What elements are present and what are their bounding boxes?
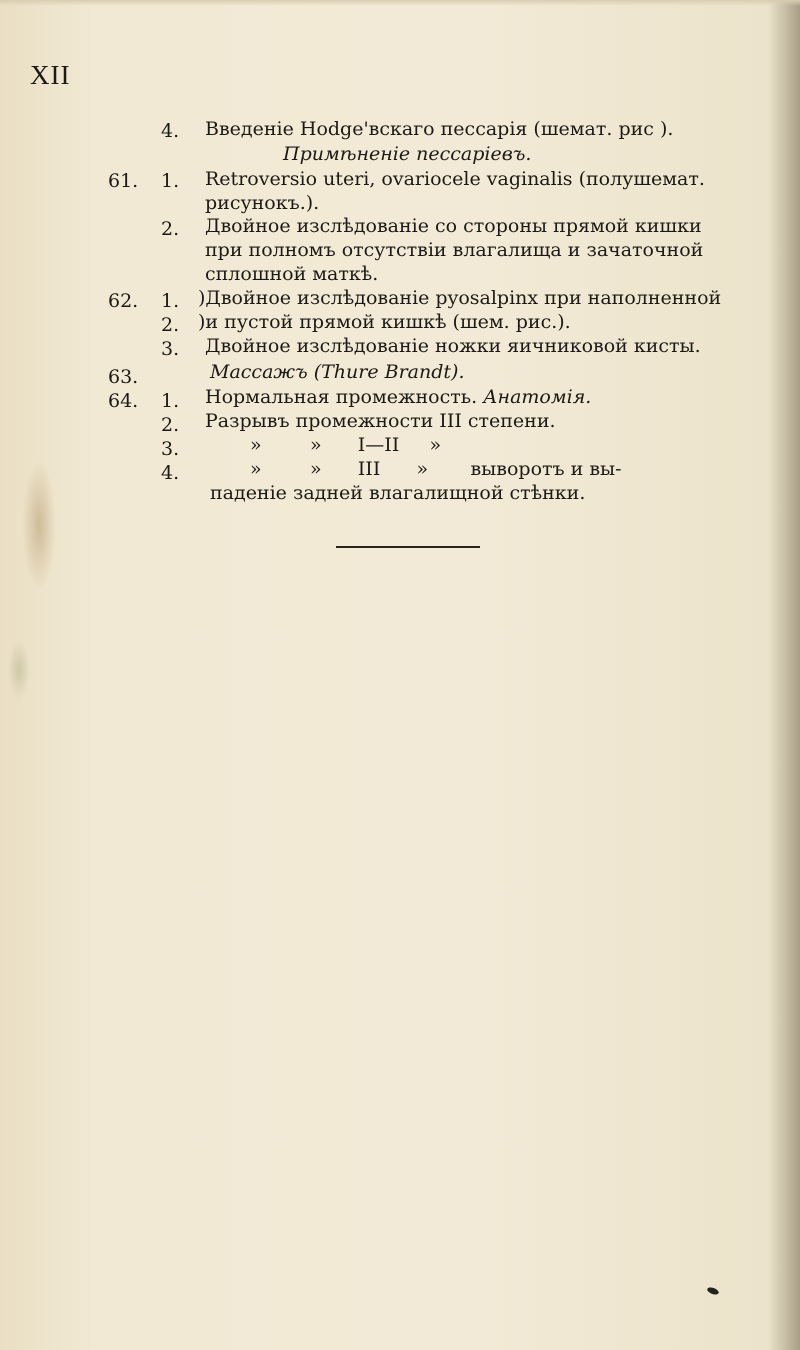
section-number: 64. <box>108 390 139 412</box>
section-number: 63. <box>108 366 139 388</box>
item-number: 1. <box>161 170 180 192</box>
item-number: 2. <box>161 414 180 436</box>
entry-line: сплошной маткѣ. <box>205 263 379 285</box>
section-number: 61. <box>108 170 139 192</box>
entry-line: )и пустой прямой кишкѣ (шем. рис.). <box>198 311 571 333</box>
ink-mark <box>706 1286 719 1296</box>
item-number: 4. <box>161 462 180 484</box>
entry-line: Введеніе Hodge'вскаго пессарія (шемат. рис ). <box>205 118 674 140</box>
entry-line: )Двойное изслѣдованіе pyosalpinx при наполненной <box>198 287 722 309</box>
entry-line: Разрывъ промежности III степени. <box>205 410 556 432</box>
item-number: 3. <box>161 338 180 360</box>
entry-line: » » III » выворотъ и вы- <box>250 458 622 480</box>
item-number: 1. <box>161 290 180 312</box>
item-number: 2. <box>161 314 180 336</box>
entry-line: Двойное изслѣдованіе со стороны прямой кишки <box>205 215 702 237</box>
item-number: 1. <box>161 390 180 412</box>
page-top-edge <box>0 0 800 6</box>
page-number: XII <box>30 60 71 90</box>
entry-line: Retroversio uteri, ovariocele vaginalis (полушемат. <box>205 168 705 190</box>
entry-line: рисунокъ.). <box>205 192 320 214</box>
paper-stain <box>22 460 56 590</box>
item-number: 2. <box>161 218 180 240</box>
item-number: 3. <box>161 438 180 460</box>
entry-line: Двойное изслѣдованіе ножки яичниковой кисты. <box>205 335 701 357</box>
entry-line: » » I—II » <box>250 434 442 456</box>
entry-line <box>205 385 591 409</box>
section-heading: Массажъ (Thure Brandt). <box>210 361 465 383</box>
section-number: 62. <box>108 290 139 312</box>
entry-line: при полномъ отсутствіи влагалища и зачаточной <box>205 239 704 261</box>
paper-stain-2 <box>8 640 30 700</box>
section-heading: Примѣненіе пессаріевъ. <box>283 143 532 165</box>
entry-line: паденіе задней влагалищной стѣнки. <box>210 482 586 504</box>
divider-rule <box>336 546 480 548</box>
entry-text: Нормальная промежность. <box>205 386 478 408</box>
entry-italic-suffix: Анатомія. <box>483 386 592 408</box>
item-number: 4. <box>161 120 180 142</box>
